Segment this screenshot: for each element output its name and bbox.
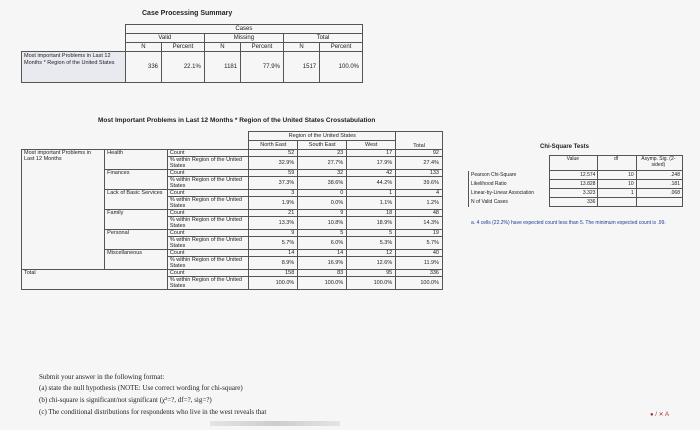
stat-label-count: Count bbox=[167, 210, 248, 217]
sub-header: N bbox=[204, 43, 240, 52]
count-cell: 158 bbox=[249, 270, 298, 277]
category-label: Miscellaneous bbox=[105, 250, 168, 270]
crosstab-row bbox=[22, 270, 443, 277]
category-label: Finances bbox=[105, 170, 168, 190]
chi-header-sig: Asymp. Sig. (2-sided) bbox=[636, 156, 682, 171]
cases-header: Cases bbox=[125, 25, 362, 34]
case-value: 1517 bbox=[283, 52, 319, 83]
sub-header: Percent bbox=[162, 43, 205, 52]
instruction-line-3: (b) chi-square is significant/not significant (χ²=?, df=?, sig=?) bbox=[39, 396, 212, 404]
stat-label-within: % within Region of the United States bbox=[167, 157, 248, 170]
percent-cell: 100.0% bbox=[347, 277, 396, 290]
count-cell: 95 bbox=[347, 270, 396, 277]
chi-df bbox=[598, 198, 636, 207]
chi-df: 10 bbox=[598, 180, 636, 189]
percent-cell: 100.0% bbox=[249, 277, 298, 290]
stat-label-count: Count bbox=[167, 170, 248, 177]
percent-cell: 6.0% bbox=[298, 237, 347, 250]
total-header: Total bbox=[283, 34, 362, 43]
case-value: 100.0% bbox=[320, 52, 363, 83]
percent-cell: 44.2% bbox=[347, 177, 396, 190]
chi-sig: .068 bbox=[636, 189, 682, 198]
missing-header: Missing bbox=[204, 34, 283, 43]
stat-label-count: Count bbox=[167, 250, 248, 257]
case-value: 22.1% bbox=[162, 52, 205, 83]
count-cell: 336 bbox=[396, 270, 443, 277]
percent-cell: 1.2% bbox=[396, 197, 443, 210]
category-label: Lack of Basic Services bbox=[105, 190, 168, 210]
percent-cell: 27.4% bbox=[396, 157, 443, 170]
sub-header: Percent bbox=[320, 43, 363, 52]
percent-cell: 18.9% bbox=[347, 217, 396, 230]
chi-title: Chi-Square Tests bbox=[540, 144, 589, 150]
count-cell: 12 bbox=[347, 250, 396, 257]
chi-sig bbox=[636, 198, 682, 207]
category-label: Family bbox=[105, 210, 168, 230]
percent-cell: 27.7% bbox=[298, 157, 347, 170]
count-cell: 59 bbox=[249, 170, 298, 177]
case-value: 77.9% bbox=[241, 52, 284, 83]
percent-cell: 17.9% bbox=[347, 157, 396, 170]
chi-label: Pearson Chi-Square bbox=[469, 171, 550, 180]
stat-label-count: Count bbox=[167, 230, 248, 237]
case-summary-table bbox=[21, 24, 363, 83]
stat-label-count: Count bbox=[167, 270, 248, 277]
stat-label-within: % within Region of the United States bbox=[167, 277, 248, 290]
chi-value: 3.323 bbox=[550, 189, 598, 198]
percent-cell: 100.0% bbox=[396, 277, 443, 290]
percent-cell: 0.0% bbox=[298, 197, 347, 210]
percent-cell: 16.9% bbox=[298, 257, 347, 270]
count-cell: 14 bbox=[249, 250, 298, 257]
chi-value: 336 bbox=[550, 198, 598, 207]
stat-label-within: % within Region of the United States bbox=[167, 197, 248, 210]
count-cell: 42 bbox=[347, 170, 396, 177]
count-cell: 1 bbox=[347, 190, 396, 197]
percent-cell: 5.7% bbox=[249, 237, 298, 250]
chi-sig: .248 bbox=[636, 171, 682, 180]
count-cell: 4 bbox=[396, 190, 443, 197]
percent-cell: 100.0% bbox=[298, 277, 347, 290]
percent-cell: 14.3% bbox=[396, 217, 443, 230]
percent-cell: 5.3% bbox=[347, 237, 396, 250]
count-cell: 32 bbox=[298, 170, 347, 177]
col-header-southeast: South East bbox=[298, 141, 347, 150]
stat-label-count: Count bbox=[167, 150, 248, 157]
count-cell: 5 bbox=[298, 230, 347, 237]
stat-label-within: % within Region of the United States bbox=[167, 237, 248, 250]
instruction-line-2: (a) state the null hypothesis (NOTE: Use correct wording for chi-square) bbox=[39, 384, 243, 392]
stat-label-within: % within Region of the United States bbox=[167, 257, 248, 270]
percent-cell: 1.9% bbox=[249, 197, 298, 210]
case-value: 336 bbox=[125, 52, 161, 83]
toolbar-smudge bbox=[210, 421, 340, 426]
case-summary-title: Case Processing Summary bbox=[142, 10, 233, 17]
count-cell: 52 bbox=[249, 150, 298, 157]
row-variable-label: Most important Problems in Last 12 Months bbox=[22, 150, 105, 270]
chi-header-value: Value bbox=[550, 156, 598, 171]
chi-row bbox=[469, 189, 683, 198]
percent-cell: 11.9% bbox=[396, 257, 443, 270]
percent-cell: 8.9% bbox=[249, 257, 298, 270]
chi-value: 13.828 bbox=[550, 180, 598, 189]
percent-cell: 10.8% bbox=[298, 217, 347, 230]
percent-cell: 12.6% bbox=[347, 257, 396, 270]
percent-cell: 5.7% bbox=[396, 237, 443, 250]
chi-df: 1 bbox=[598, 189, 636, 198]
corner-icons: ● / ✕ A bbox=[650, 412, 669, 418]
count-cell: 19 bbox=[396, 230, 443, 237]
stat-label-count: Count bbox=[167, 190, 248, 197]
sub-header: N bbox=[283, 43, 319, 52]
chi-footnote: a. 4 cells (22.2%) have expected count less than 5. The minimum expected count is .99. bbox=[471, 220, 666, 226]
percent-cell: 32.9% bbox=[249, 157, 298, 170]
chi-value: 12.574 bbox=[550, 171, 598, 180]
count-cell: 9 bbox=[249, 230, 298, 237]
crosstab-table bbox=[21, 131, 443, 290]
instruction-line-1: Submit your answer in the following format: bbox=[39, 373, 165, 381]
valid-header: Valid bbox=[125, 34, 204, 43]
percent-cell: 37.3% bbox=[249, 177, 298, 190]
crosstab-row bbox=[22, 150, 443, 157]
category-label: Health bbox=[105, 150, 168, 170]
count-cell: 5 bbox=[347, 230, 396, 237]
percent-cell: 39.6% bbox=[396, 177, 443, 190]
percent-cell: 1.1% bbox=[347, 197, 396, 210]
chi-row bbox=[469, 198, 683, 207]
count-cell: 18 bbox=[347, 210, 396, 217]
count-cell: 17 bbox=[347, 150, 396, 157]
count-cell: 83 bbox=[298, 270, 347, 277]
count-cell: 92 bbox=[396, 150, 443, 157]
stat-label-within: % within Region of the United States bbox=[167, 177, 248, 190]
count-cell: 3 bbox=[249, 190, 298, 197]
chi-df: 10 bbox=[598, 171, 636, 180]
region-header: Region of the United States bbox=[249, 132, 396, 141]
chi-row bbox=[469, 171, 683, 180]
sub-header: N bbox=[125, 43, 161, 52]
count-cell: 9 bbox=[298, 210, 347, 217]
count-cell: 133 bbox=[396, 170, 443, 177]
chi-label: Likelihood Ratio bbox=[469, 180, 550, 189]
stat-label-within: % within Region of the United States bbox=[167, 217, 248, 230]
count-cell: 40 bbox=[396, 250, 443, 257]
col-header-west: West bbox=[347, 141, 396, 150]
col-header-total: Total bbox=[396, 132, 443, 150]
percent-cell: 13.3% bbox=[249, 217, 298, 230]
chi-label: Linear-by-Linear Association bbox=[469, 189, 550, 198]
count-cell: 0 bbox=[298, 190, 347, 197]
percent-cell: 38.6% bbox=[298, 177, 347, 190]
count-cell: 23 bbox=[298, 150, 347, 157]
case-row-label: Most important Problems in Last 12 Months * Region of the United States bbox=[22, 52, 126, 83]
total-row-label: Total bbox=[22, 270, 168, 290]
count-cell: 48 bbox=[396, 210, 443, 217]
sub-header: Percent bbox=[241, 43, 284, 52]
case-value: 1181 bbox=[204, 52, 240, 83]
chi-square-table bbox=[468, 155, 683, 207]
chi-label: N of Valid Cases bbox=[469, 198, 550, 207]
instruction-line-4: (c) The conditional distributions for respondents who live in the west reveals that bbox=[39, 408, 267, 416]
category-label: Personal bbox=[105, 230, 168, 250]
count-cell: 14 bbox=[298, 250, 347, 257]
crosstab-title: Most Important Problems in Last 12 Months * Region of the United States Crosstabulation bbox=[98, 117, 376, 124]
chi-sig: .181 bbox=[636, 180, 682, 189]
count-cell: 21 bbox=[249, 210, 298, 217]
chi-header-df: df bbox=[598, 156, 636, 171]
col-header-northeast: North East bbox=[249, 141, 298, 150]
chi-row bbox=[469, 180, 683, 189]
